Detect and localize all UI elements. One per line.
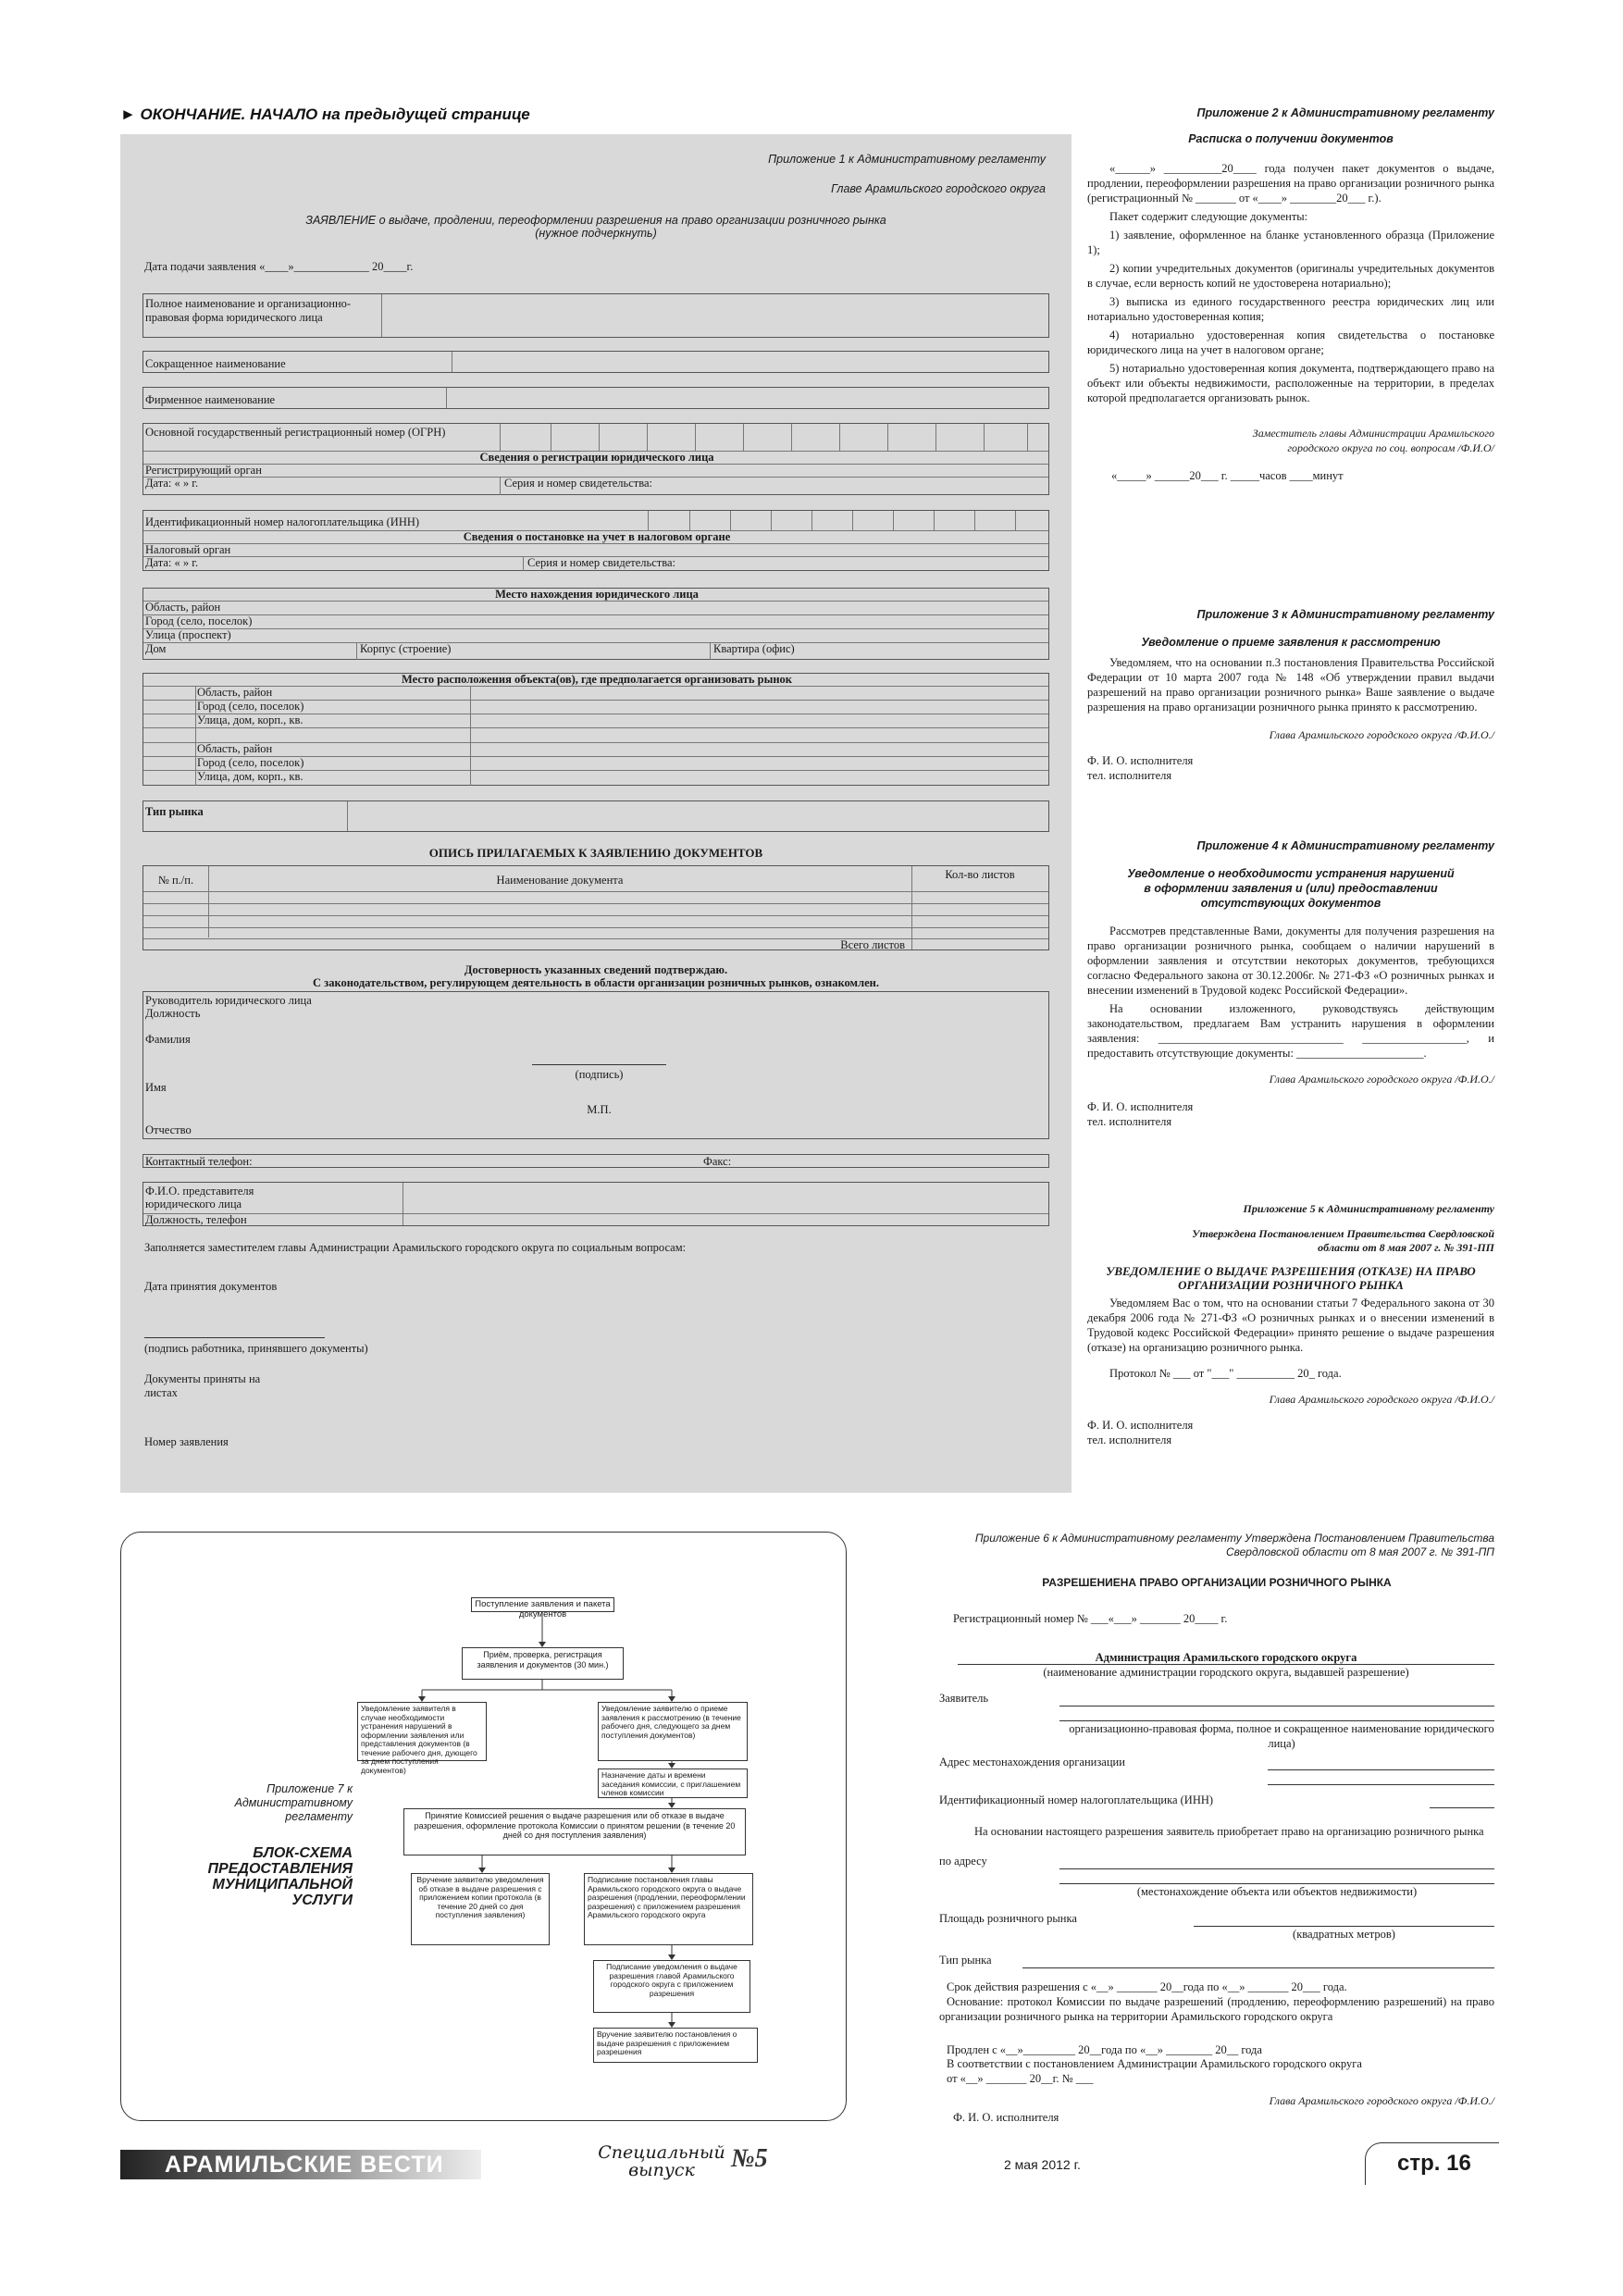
flow-step-resolution: Подписание постановления главы Арамильского городского округа о выдаче разрешения (продлении, переоформлении разрешения) с приложением разрешения Арамильского городского округа (584, 1873, 753, 1945)
head-signature-block (142, 991, 1049, 1139)
appendix-2 (1087, 105, 1494, 483)
brand-name-field[interactable] (142, 387, 1049, 409)
total-sheets: Всего листов (840, 938, 905, 951)
app3-p1: Уведомляем, что на основании п.3 постановления Правительства Российской Федерации от 10 марта 2007 года № 148 «Об утверждении правил выдачи разрешений на право организации розничного рынка» Ваше заявление о выдаче разрешения на право организации розничного рынка принято к рассмотрению. (1087, 656, 1494, 714)
continuation-note: ► ОКОНЧАНИЕ. НАЧАЛО на предыдущей странице (120, 105, 530, 123)
application-form (120, 134, 1072, 1493)
contact-row (142, 1154, 1049, 1168)
docs-accepted-field[interactable]: Документы приняты на листах (144, 1372, 261, 1399)
flow-step-meeting: Назначение даты и времени заседания комиссии, с приглашением членов комиссии (598, 1769, 748, 1798)
accept-date-field[interactable]: Дата принятия документов (144, 1280, 278, 1293)
app6-basis2: Основание: протокол Комиссии по выдаче разрешений (продлению, переоформлению разрешений) на право организации розничного рынка на территории Арамильского городского округа (939, 1995, 1494, 2023)
app6-basis-text: На основании настоящего разрешения заявитель приобретает право на организацию розничного рынка (974, 1825, 1484, 1838)
app7-title: Приложение 7 к Административному регламенту (234, 1782, 353, 1823)
app5-p1: Уведомляем Вас о том, что на основании статьи 7 Федерального закона от 30 декабря 2006 года № 271-ФЗ «О розничных рынках и о внесении изменений в Трудовой кодекс Российской Федерации» принято решение о выдаче разрешения (отказе) на организацию розничного рынка. (1087, 1297, 1494, 1354)
app6-applicant: Заявитель (939, 1692, 989, 1705)
full-name-label: Полное наименование и организационно-правовая форма юридического лица (145, 297, 352, 324)
flow-step-refusal: Вручение заявителю уведомления об отказе в выдаче разрешения с приложением копии протокола (в течение 20 дней со дня поступления заявления) (411, 1873, 550, 1945)
app2-title: Приложение 2 к Административному регламенту (1196, 106, 1494, 119)
app5-sign: Глава Арамильского городского округа /Ф.И.О./ (1269, 1393, 1494, 1406)
app6-admin: Администрация Арамильского городского округа (1095, 1651, 1357, 1664)
fax-field[interactable]: Факс: (703, 1155, 732, 1168)
market-city-1[interactable]: Город (село, поселок) (143, 701, 1048, 714)
app3-sign: Глава Арамильского городского округа /Ф.И.О./ (1269, 728, 1494, 741)
market-region-2[interactable]: Область, район (143, 743, 1048, 757)
app6-regnum[interactable]: Регистрационный номер № ___«___» _______ 20____ г. (953, 1612, 1228, 1625)
app4-p2: На основании изложенного, руководствуясь действующим законодательством, предлагаем Вам устранить нарушения в оформлении заявления: ________________________________ __________________, и предоставить отсутствующие документы: ______________________. (1087, 1002, 1494, 1060)
app6-term: Срок действия разрешения с «__» _______ 20__года по «__» _______ 20___ года. (947, 1980, 1347, 1993)
flow-step-check: Приём, проверка, регистрация заявления и документов (30 мин.) (462, 1647, 624, 1680)
appendix-6 (939, 1532, 1494, 2124)
tax-info-heading: Сведения о постановке на учет в налоговом органе (143, 531, 1048, 544)
flow-step-decision: Принятие Комиссией решения о выдаче разрешения или об отказе в выдаче разрешения, оформление протокола Комиссии о принятом решении (в течение 20 дней со дня поступления заявления) (403, 1808, 746, 1855)
newspaper-title: АРАМИЛЬСКИЕ ВЕСТИ (120, 2150, 481, 2179)
flow-step-deliver: Вручение заявителю постановления о выдаче разрешения с приложением разрешения (593, 2028, 758, 2063)
app6-area: Площадь розничного рынка (939, 1912, 1077, 1925)
ogrn-block (142, 423, 1049, 495)
market-type-label: Тип рынка (145, 805, 204, 818)
app6-basis (939, 1824, 1494, 1839)
market-region-1[interactable]: Область, район (143, 687, 1048, 701)
col-name-header: Наименование документа (496, 874, 624, 887)
app-number-field[interactable]: Номер заявления (144, 1435, 229, 1448)
application-date: Дата подачи заявления «____»_____________ 20____г. (144, 260, 414, 273)
app5-exec1: Ф. И. О. исполнителя (1087, 1419, 1194, 1432)
app7-subtitle: БЛОК-СХЕМА ПРЕДОСТАВЛЕНИЯ МУНИЦИПАЛЬНОЙ УСЛУГИ (207, 1845, 353, 1908)
page-footer (120, 2142, 1499, 2185)
tax-date-field[interactable]: Дата: « » г. (145, 556, 199, 569)
app2-sign: Заместитель главы Администрации Арамильского городского округа по соц. вопросам /Ф.И.О/ (1252, 427, 1494, 454)
app6-subtitle: РАЗРЕШЕНИЕНА ПРАВО ОРГАНИЗАЦИИ РОЗНИЧНОГО РЫНКА (1042, 1576, 1392, 1589)
app6-area-note: (квадратных метров) (1293, 1928, 1395, 1941)
representative-block (142, 1182, 1049, 1226)
inn-label: Идентификационный номер налогоплательщика (ИНН) (145, 515, 420, 528)
tax-cert-series[interactable]: Серия и номер свидетельства: (527, 556, 675, 569)
app6-type: Тип рынка (939, 1954, 992, 1967)
app2-p7: 5) нотариально удостоверенная копия документа, подтверждающего право на объект или объекты недвижимости, расположенные на территории, в пределах которой предполагается организовать рынок. (1087, 362, 1494, 404)
legal-address-block (142, 588, 1049, 660)
app3-exec2: тел. исполнителя (1087, 769, 1172, 782)
app6-from: от «__» _______ 20__г. № ___ (947, 2072, 1094, 2085)
phone-field[interactable]: Контактный телефон: (145, 1155, 253, 1168)
app3-subtitle: Уведомление о приеме заявления к рассмотрению (1141, 636, 1441, 649)
app3-title: Приложение 3 к Административному регламенту (1196, 608, 1494, 621)
inventory-table (142, 865, 1049, 950)
rep-position-field[interactable]: Должность, телефон (145, 1213, 247, 1226)
market-street-1[interactable]: Улица, дом, корп., кв. (143, 714, 1048, 728)
signature-line[interactable]: (подпись) (575, 1068, 624, 1081)
issue-date: 2 мая 2012 г. (1004, 2157, 1081, 2172)
appendix-5 (1087, 1201, 1494, 1447)
app5-title: Приложение 5 к Административному регламенту (1243, 1202, 1494, 1215)
app6-address: Адрес местонахождения организации (939, 1756, 1125, 1769)
app2-p2: Пакет содержит следующие документы: (1109, 210, 1308, 223)
app2-p6: 4) нотариально удостоверенная копия свидетельства о постановке юридического лица на учет в налоговом органе; (1087, 329, 1494, 356)
app2-p1: «______» __________20____ года получен пакет документов о выдаче, продлении, переоформлении разрешения на право организации розничного рынка (регистрационный № _______ от «____» ________20___ г.). (1087, 162, 1494, 205)
app6-applicant-note: организационно-правовая форма, полное и сокращенное наименование юридического лица) (1069, 1722, 1494, 1750)
form-title: ЗАЯВЛЕНИЕ о выдаче, продлении, переоформлении разрешения на право организации розничного рынка (305, 214, 886, 227)
firstname-field[interactable]: Имя (145, 1081, 167, 1094)
region-field[interactable]: Область, район (143, 602, 1048, 615)
app6-exec: Ф. И. О. исполнителя (953, 2111, 1059, 2124)
app6-title: Приложение 6 к Административному регламенту Утверждена Постановлением Правительства Свердловской области от 8 мая 2007 г. № 391-ПП (974, 1532, 1494, 1558)
form-appendix: Приложение 1 к Административному регламенту (768, 153, 1046, 166)
short-name-field[interactable] (142, 351, 1049, 373)
market-location-heading: Место расположения объекта(ов), где предполагается организовать рынок (143, 674, 1048, 687)
reg-info-heading: Сведения о регистрации юридического лица (143, 452, 1048, 465)
stamp-place: М.П. (587, 1103, 612, 1116)
patronymic-field[interactable]: Отчество (145, 1123, 192, 1136)
house-field[interactable]: Дом (145, 642, 167, 655)
app4-exec1: Ф. И. О. исполнителя (1087, 1100, 1194, 1113)
page-number: стр. 16 (1365, 2142, 1499, 2185)
app5-subtitle: УВЕДОМЛЕНИЕ О ВЫДАЧЕ РАЗРЕШЕНИЯ (ОТКАЗЕ) НА ПРАВО ОРГАНИЗАЦИИ РОЗНИЧНОГО РЫНКА (1106, 1264, 1476, 1292)
flow-step-sign-notice: Подписание уведомления о выдаче разрешения главой Арамильского городского округа с приложением разрешения (593, 1960, 750, 2013)
col-qty-header: Кол-во листов (945, 868, 1015, 881)
app6-inn: Идентификационный номер налогоплательщика (ИНН) (939, 1793, 1214, 1806)
app2-time: «_____» ______20___ г. _____часов ____минут (1111, 469, 1344, 482)
full-name-field[interactable] (142, 293, 1049, 338)
app5-p2: Протокол № ___ от "___" __________ 20_ года. (1109, 1367, 1342, 1380)
legal-address-heading: Место нахождения юридического лица (143, 589, 1048, 602)
filled-by-note: Заполняется заместителем главы Администрации Арамильского городского округа по социальным вопросам: (144, 1241, 687, 1254)
reg-date-field[interactable]: Дата: « » г. (145, 477, 199, 490)
rep-label: Ф.И.О. представителя юридического лица (145, 1185, 254, 1210)
app4-sign: Глава Арамильского городского округа /Ф.И.О./ (1269, 1073, 1494, 1086)
short-name-label: Сокращенное наименование (145, 357, 286, 370)
app2-p5: 3) выписка из единого государственного реестра юридических лиц или нотариально удостоверенная копия; (1087, 295, 1494, 323)
col-num-header: № п./п. (157, 874, 194, 887)
special-issue: Специальный выпуск (598, 2142, 725, 2180)
app6-at-address: по адресу (939, 1855, 987, 1868)
app6-location-note: (местонахождение объекта или объектов недвижимости) (1136, 1885, 1418, 1898)
app4-title: Приложение 4 к Административному регламенту (1196, 839, 1494, 852)
market-type-field[interactable] (142, 800, 1049, 832)
flowchart-panel (120, 1532, 847, 2121)
app2-p4: 2) копии учредительных документов (оригиналы учредительных документов в случае, если верность копий не удостоверена нотариально); (1087, 262, 1494, 290)
street-field[interactable]: Улица (проспект) (143, 629, 1048, 643)
app6-extended: Продлен с «__»_________ 20__года по «__» ________ 20__ года (947, 2043, 1262, 2056)
position-field[interactable]: Должность (145, 1007, 201, 1020)
issue-number: №5 (731, 2144, 768, 2173)
appendix-3 (1087, 607, 1494, 783)
app2-subtitle: Расписка о получении документов (1188, 132, 1394, 145)
inn-block (142, 510, 1049, 571)
head-label: Руководитель юридического лица (145, 994, 312, 1007)
form-subtitle: (нужное подчеркнуть) (535, 227, 657, 240)
app5-exec2: тел. исполнителя (1087, 1433, 1172, 1446)
app6-admin-note: (наименование администрации городского округа, выдавшей разрешение) (1043, 1666, 1409, 1679)
app3-exec1: Ф. И. О. исполнителя (1087, 754, 1194, 767)
app4-subtitle: Уведомление о необходимости устранения нарушений в оформлении заявления и (или) предоставлении отсутствующих документов (1127, 867, 1455, 910)
inventory-title: ОПИСЬ ПРИЛАГАЕМЫХ К ЗАЯВЛЕНИЮ ДОКУМЕНТОВ (428, 846, 763, 860)
building-field[interactable]: Корпус (строение) (360, 642, 452, 655)
reg-cert-series[interactable]: Серия и номер свидетельства: (504, 477, 652, 490)
confirm-line-1: Достоверность указанных сведений подтверждаю. (464, 963, 728, 976)
app4-p1: Рассмотрев представленные Вами, документы для получения разрешения на право организации розничного рынка, сообщаем о наличии нарушений в оформлении заявления и отсутствии некоторых документов, требующихся согласно Федерального закона от 30.12.2006г. № 271-ФЗ «О розничных рынках и внесении изменений в Трудовой кодекс Российской Федерации». (1087, 925, 1494, 997)
app5-approved: Утверждена Постановлением Правительства Свердловской области от 8 мая 2007 г. № 391-ПП (1192, 1227, 1494, 1254)
flow-step-receipt: Поступление заявления и пакета документов (471, 1597, 614, 1612)
appendix-4 (1087, 838, 1494, 1129)
app6-per: В соответствии с постановлением Администрации Арамильского городского округа (947, 2057, 1362, 2070)
reg-body-field[interactable]: Регистрирующий орган (143, 465, 1048, 478)
brand-name-label: Фирменное наименование (145, 393, 276, 406)
tax-body-field[interactable]: Налоговый орган (143, 544, 1048, 557)
market-city-2[interactable]: Город (село, поселок) (143, 757, 1048, 771)
app4-exec2: тел. исполнителя (1087, 1115, 1172, 1128)
form-addressee: Главе Арамильского городского округа (831, 182, 1046, 195)
flow-step-violations: Уведомление заявителя в случае необходимости устранения нарушений в оформлении заявления или представления документов (в течение рабочего дня, дующего за днем поступления документов) (357, 1702, 487, 1761)
apartment-field[interactable]: Квартира (офис) (713, 642, 795, 655)
city-field[interactable]: Город (село, поселок) (143, 615, 1048, 629)
worker-signature[interactable]: (подпись работника, принявшего документы) (144, 1342, 368, 1355)
confirm-line-2: С законодательством, регулирующем деятельность в области организации розничных рынков, ознакомлен. (313, 976, 879, 989)
ogrn-label: Основной государственный регистрационный номер (ОГРН) (145, 426, 446, 439)
surname-field[interactable]: Фамилия (145, 1033, 191, 1046)
market-street-2[interactable]: Улица, дом, корп., кв. (197, 770, 304, 783)
app6-sign: Глава Арамильского городского округа /Ф.И.О./ (1269, 2094, 1494, 2107)
app2-p3: 1) заявление, оформленное на бланке установленного образца (Приложение 1); (1087, 229, 1494, 256)
flow-step-accept-notice: Уведомление заявителю о приеме заявления к рассмотрению (в течение рабочего дня, следующего за днем поступления документов) (598, 1702, 748, 1761)
market-location-block (142, 673, 1049, 786)
